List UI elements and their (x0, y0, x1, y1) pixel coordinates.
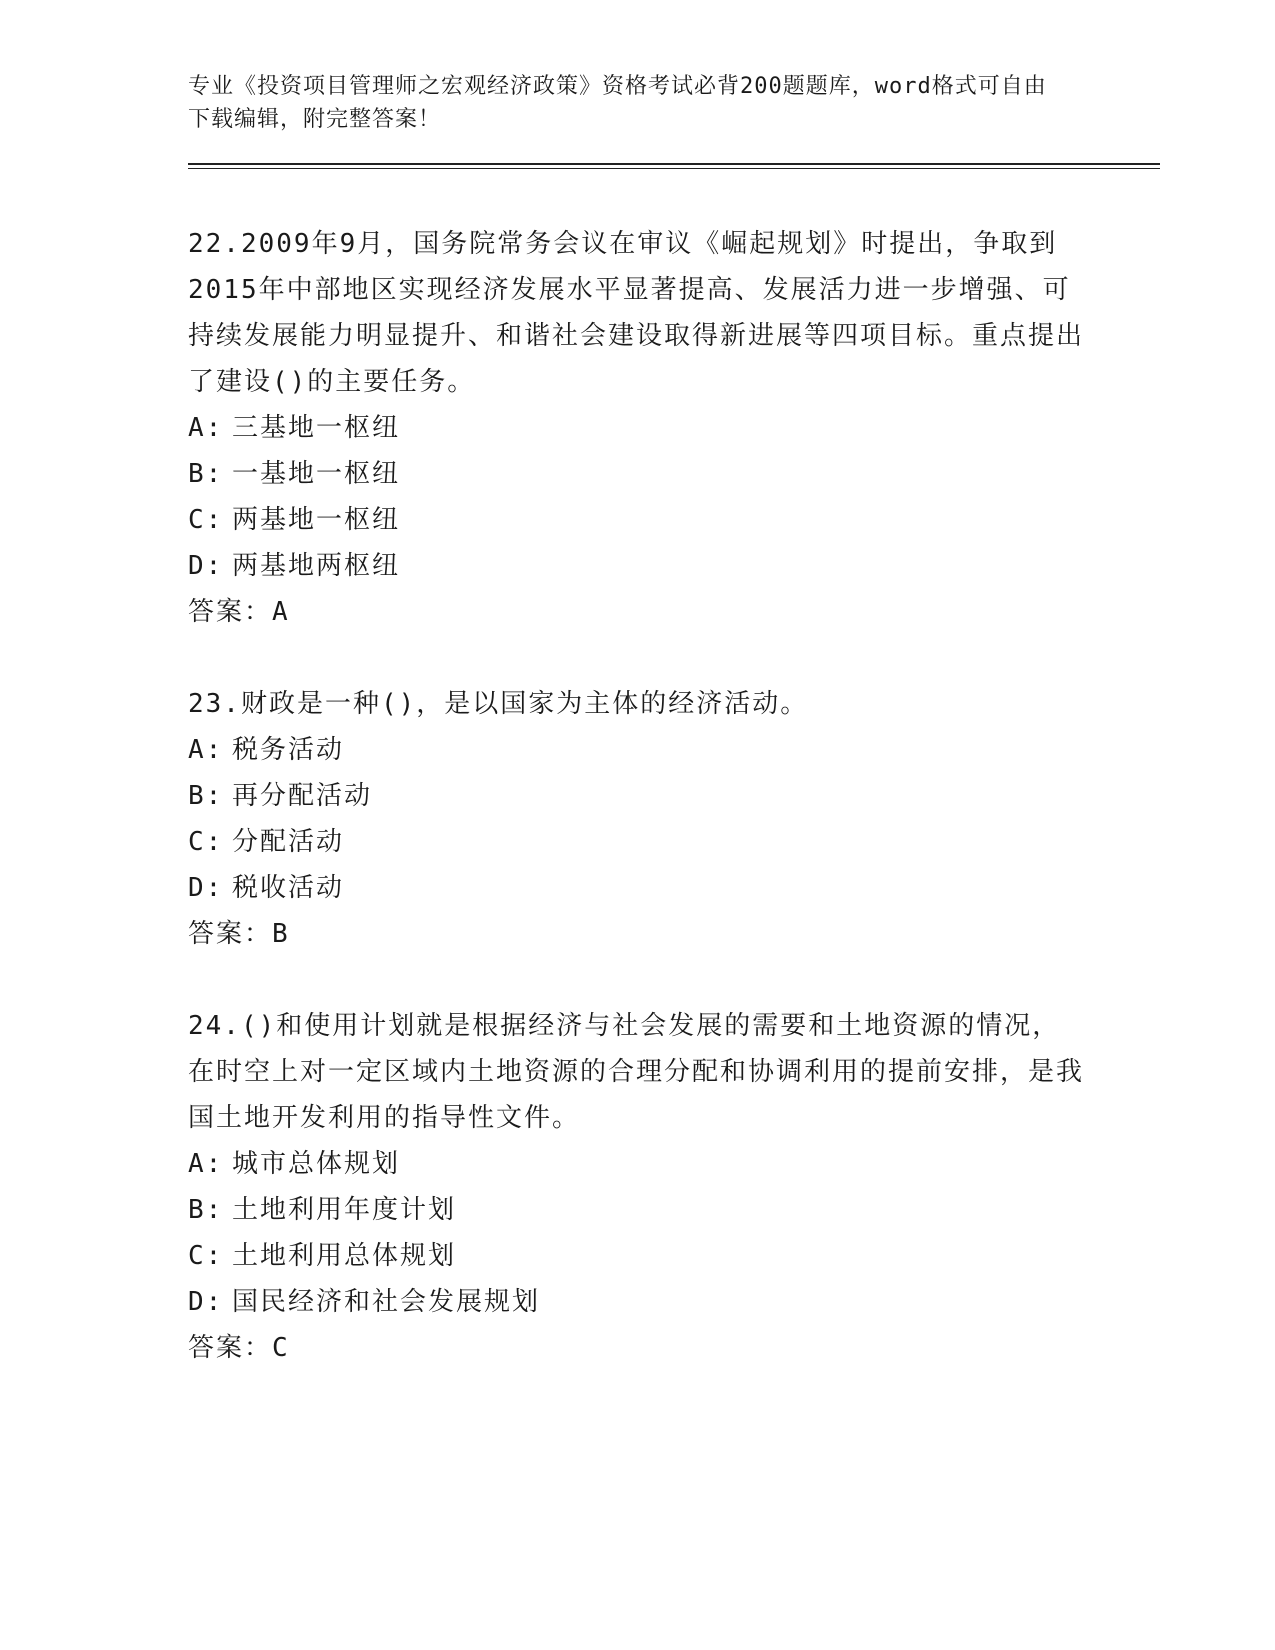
question-22 (188, 221, 1148, 635)
option-text: 国民经济和社会发展规划 (232, 1287, 541, 1317)
option-text: 城市总体规划 (232, 1149, 401, 1179)
option-c (188, 497, 1148, 543)
option-key: A: (188, 735, 224, 765)
document-page (188, 70, 1148, 1417)
option-key: B: (188, 781, 224, 811)
document-header: 专业《投资项目管理师之宏观经济政策》资格考试必背200题题库，word格式可自由下载编辑，附完整答案！ (188, 74, 1047, 132)
option-text: 三基地一枢纽 (232, 413, 401, 443)
option-d (188, 865, 1148, 911)
option-b (188, 1187, 1148, 1233)
option-text: 土地利用总体规划 (232, 1241, 457, 1271)
option-c (188, 1233, 1148, 1279)
option-key: D: (188, 873, 224, 903)
question-stem: 22.2009年9月，国务院常务会议在审议《崛起规划》时提出，争取到2015年中部地区实现经济发展水平显著提高、发展活力进一步增强、可持续发展能力明显提升、和谐社会建设取得新进展等四项目标。重点提出了建设()的主要任务。 (188, 229, 1085, 397)
option-text: 两基地两枢纽 (232, 551, 401, 581)
option-key: C: (188, 827, 224, 857)
option-key: A: (188, 413, 224, 443)
option-key: A: (188, 1149, 224, 1179)
answer-line: 答案：B (188, 919, 290, 949)
question-list (188, 221, 1148, 1371)
option-key: B: (188, 459, 224, 489)
option-key: D: (188, 1287, 224, 1317)
question-23 (188, 681, 1148, 957)
option-key: C: (188, 1241, 224, 1271)
question-stem: 23.财政是一种()，是以国家为主体的经济活动。 (188, 689, 809, 719)
answer-line: 答案：C (188, 1333, 290, 1363)
option-text: 两基地一枢纽 (232, 505, 401, 535)
option-b (188, 773, 1148, 819)
header-rule (188, 163, 1160, 169)
option-key: C: (188, 505, 224, 535)
option-key: D: (188, 551, 224, 581)
option-text: 分配活动 (232, 827, 345, 857)
option-a (188, 727, 1148, 773)
option-text: 一基地一枢纽 (232, 459, 401, 489)
option-a (188, 1141, 1148, 1187)
option-a (188, 405, 1148, 451)
option-c (188, 819, 1148, 865)
option-key: B: (188, 1195, 224, 1225)
question-24 (188, 1003, 1148, 1371)
option-d (188, 543, 1148, 589)
question-stem: 24.()和使用计划就是根据经济与社会发展的需要和土地资源的情况，在时空上对一定区域内土地资源的合理分配和协调利用的提前安排，是我国土地开发利用的指导性文件。 (188, 1011, 1085, 1133)
option-text: 税收活动 (232, 873, 345, 903)
option-text: 土地利用年度计划 (232, 1195, 457, 1225)
option-text: 税务活动 (232, 735, 345, 765)
option-d (188, 1279, 1148, 1325)
answer-line: 答案：A (188, 597, 290, 627)
option-text: 再分配活动 (232, 781, 373, 811)
option-b (188, 451, 1148, 497)
